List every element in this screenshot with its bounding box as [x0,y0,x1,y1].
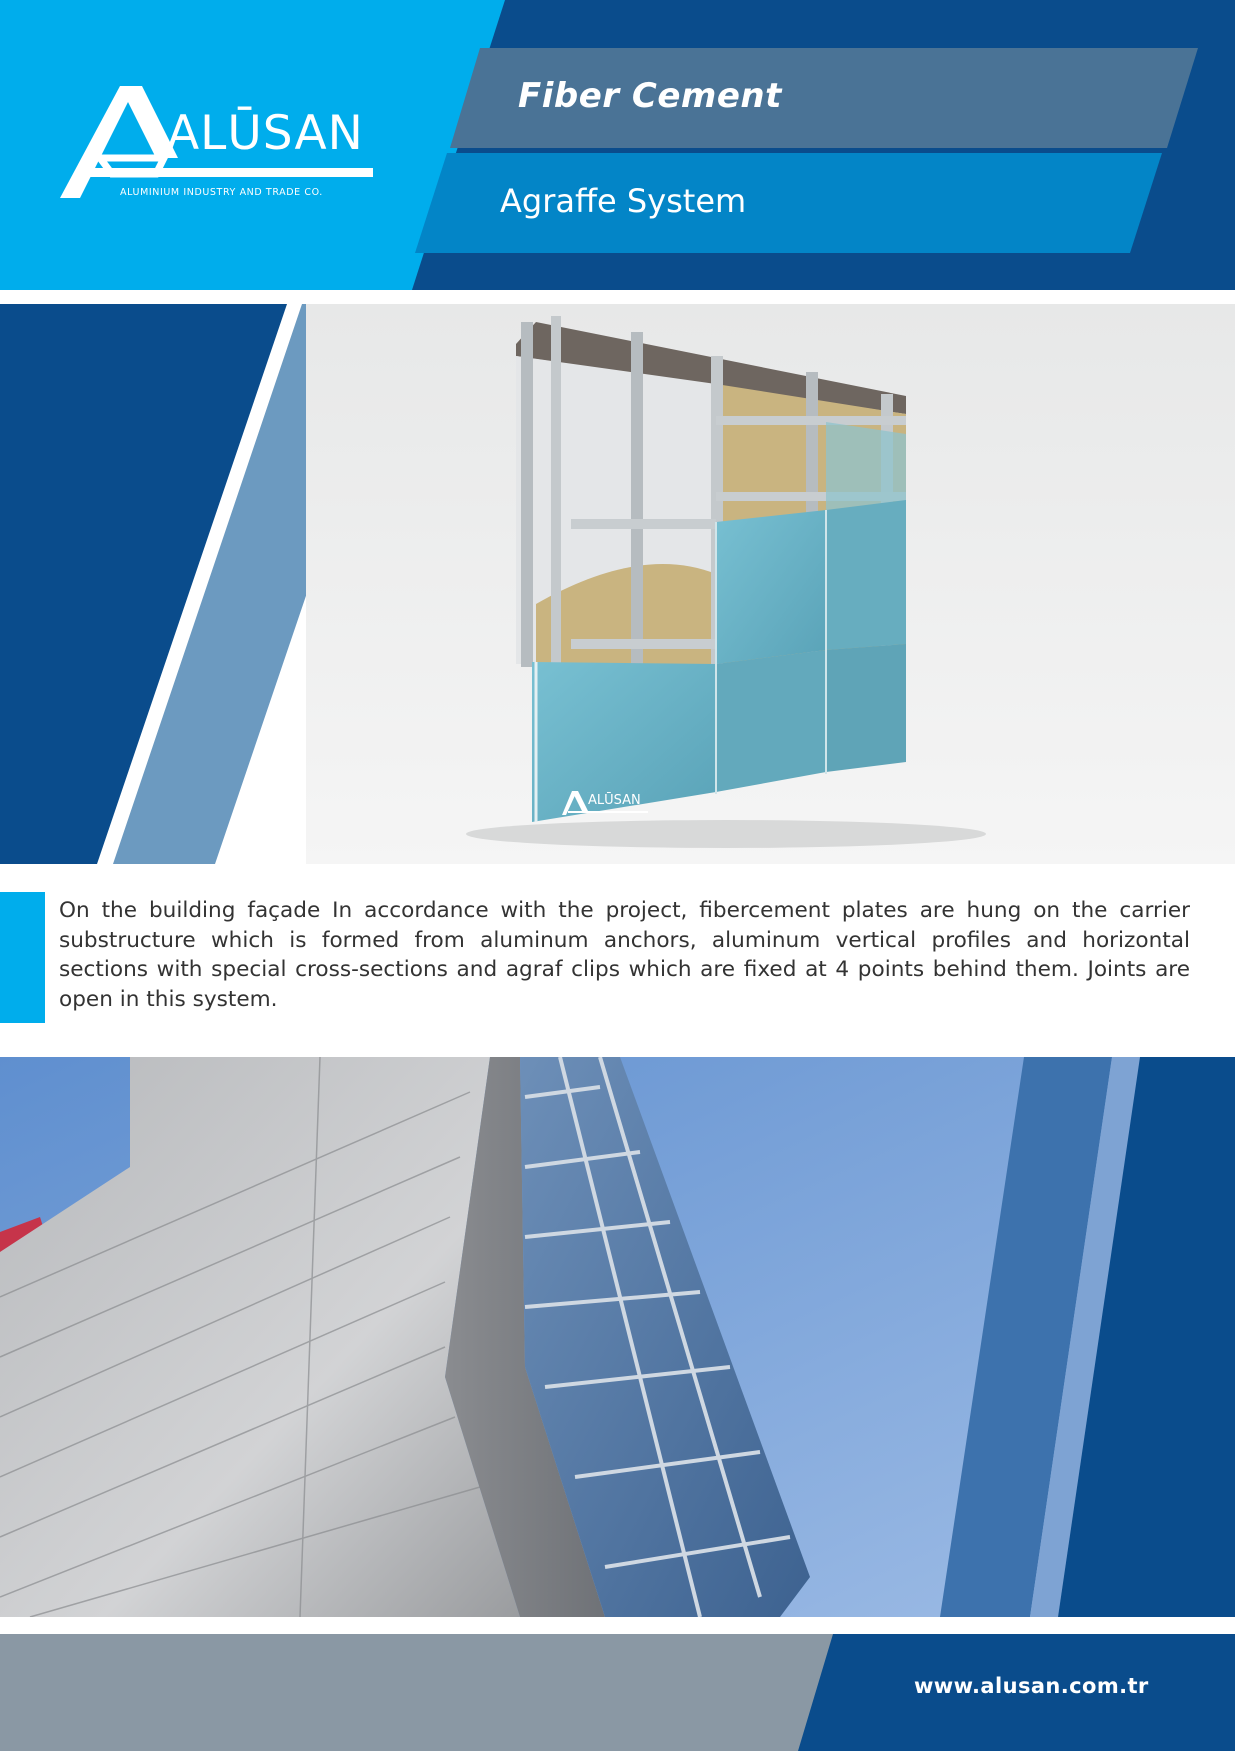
building-photo-band [0,1057,1235,1617]
facade-system-illustration [306,304,1235,864]
brand-tagline: ALUMINIUM INDUSTRY AND TRADE CO. [120,187,323,198]
description-accent-bar [0,892,45,1023]
page-title: Fiber Cement [518,76,782,116]
brand-logo [60,80,380,210]
panel-logo [562,789,652,819]
page-subtitle: Agraffe System [500,182,747,220]
website-link[interactable]: www.alusan.com.tr [914,1674,1149,1698]
brand-name: ALŪSAN [167,106,364,161]
panel-logo-text: ALŪSAN [588,793,641,808]
description-text: On the building façade In accordance with the project, fibercement plates are hung on the carrier substructure which is formed from aluminum anchors, aluminum vertical profiles and horizontal sections with special cross-sections and agraf clips which are fixed at 4 points behind them. Joints are open in this system. [59,898,1190,1012]
